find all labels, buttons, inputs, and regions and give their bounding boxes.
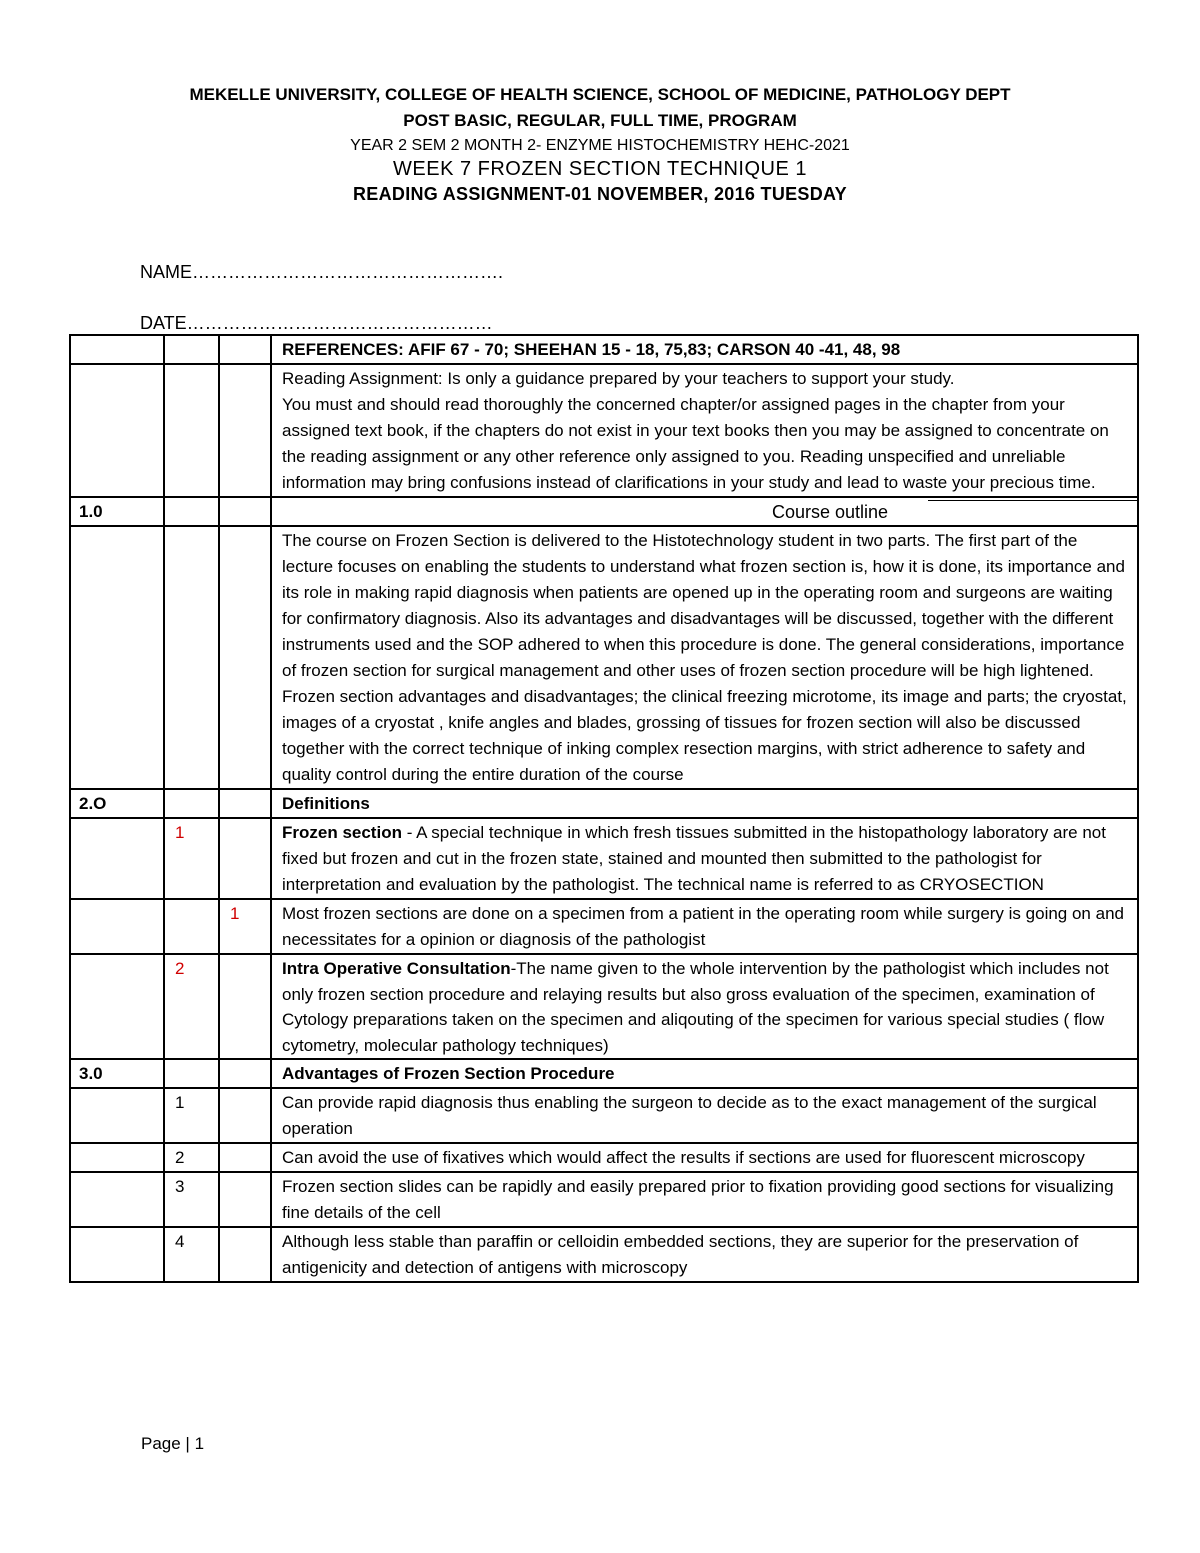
empty-cell [219, 1227, 271, 1282]
empty-cell [219, 526, 271, 789]
course-description-text: The course on Frozen Section is delivered to the Histotechnology student in two parts. The first part of the lecture focuses on enabling the students to understand what frozen section is, how it is done, its importance and its role in making rapid diagnosis when patients are opened up in the operating room and surgeons are waiting for confirmatory diagnosis. Also its advantages and disadvantages will be discussed, together with the different instruments used and the SOP adhered to when this procedure is done. The general considerations, importance of frozen section for surgical management and other uses of frozen section procedure will be high lightened. Frozen section advantages and disadvantages; the clinical freezing microtome, its image and parts; the cryostat, images of a cryostat , knife angles and blades, grossing of tissues for frozen section will also be discussed together with the correct technique of inking complex resection margins, with strict adherence to safety and quality control during the entire duration of the course [271, 526, 1138, 789]
definition-term: Frozen section [282, 823, 402, 842]
empty-cell [219, 789, 271, 818]
empty-cell [70, 954, 164, 1059]
empty-cell [164, 899, 219, 954]
table-row-advantage [70, 1088, 1138, 1143]
empty-cell [219, 1143, 271, 1172]
table-row-advantage [70, 1227, 1138, 1282]
references-text: REFERENCES: AFIF 67 - 70; SHEEHAN 15 - 18, 75,83; CARSON 40 -41, 48, 98 [271, 335, 1138, 364]
item-number: 1 [164, 1088, 219, 1143]
page-number: Page | 1 [141, 1434, 205, 1453]
section-heading-cell [271, 497, 1138, 526]
empty-cell [219, 335, 271, 364]
reading-note-text: Reading Assignment: Is only a guidance prepared by your teachers to support your study. You must and should read thoroughly the concerned chapter/or assigned pages in the chapter from your assigned text book, if the chapters do not exist in your text books then you may be assigned to concentrate on the reading assignment or any other reference only assigned to you. Reading unspecified and unreliable information may bring confusions instead of clarifications in your study and lead to waste your precious time. [271, 364, 1138, 497]
item-number: 4 [164, 1227, 219, 1282]
table-row-course-description [70, 526, 1138, 789]
advantage-text: Can provide rapid diagnosis thus enabling the surgeon to decide as to the exact management of the surgical operation [271, 1088, 1138, 1143]
header-course: YEAR 2 SEM 2 MONTH 2- ENZYME HISTOCHEMISTRY HEHC-2021 [350, 137, 850, 154]
empty-cell [219, 364, 271, 497]
empty-cell [219, 1059, 271, 1088]
empty-cell [219, 497, 271, 526]
empty-cell [164, 364, 219, 497]
table-row-advantage [70, 1143, 1138, 1172]
section-number: 2.O [70, 789, 164, 818]
section-heading: Definitions [271, 789, 1138, 818]
item-number: 1 [219, 899, 271, 954]
item-number: 2 [164, 1143, 219, 1172]
empty-cell [164, 335, 219, 364]
empty-cell [70, 526, 164, 789]
table-row-section-1 [70, 497, 1138, 526]
empty-cell [164, 526, 219, 789]
section-number: 3.0 [70, 1059, 164, 1088]
empty-cell [164, 789, 219, 818]
empty-cell [219, 1088, 271, 1143]
definition-body: - A special technique in which fresh tissues submitted in the histopathology laboratory are not fixed but frozen and cut in the frozen state, stained and mounted then submitted to the pathologist for interpretation and evaluation by the pathologist. The technical name is referred to as CRYOSECTION [282, 823, 1106, 894]
table-row-reading-note [70, 364, 1138, 497]
empty-cell [219, 1172, 271, 1227]
empty-cell [70, 1172, 164, 1227]
definition-term: Intra Operative Consultation [282, 959, 511, 978]
section-number: 1.0 [70, 497, 164, 526]
empty-cell [70, 1088, 164, 1143]
underline-rule [928, 500, 1137, 501]
section-heading: Course outline [772, 502, 889, 522]
empty-cell [219, 818, 271, 899]
header-program: POST BASIC, REGULAR, FULL TIME, PROGRAM [403, 111, 797, 130]
definition-text [271, 954, 1138, 1059]
table-row-definition [70, 954, 1138, 1059]
empty-cell [70, 1143, 164, 1172]
item-number: 3 [164, 1172, 219, 1227]
header-institution: MEKELLE UNIVERSITY, COLLEGE OF HEALTH SCIENCE, SCHOOL OF MEDICINE, PATHOLOGY DEPT [189, 85, 1011, 104]
empty-cell [70, 1227, 164, 1282]
table-row-section-3 [70, 1059, 1138, 1088]
table-row-definition [70, 818, 1138, 899]
empty-cell [70, 335, 164, 364]
empty-cell [219, 954, 271, 1059]
table-row-advantage [70, 1172, 1138, 1227]
advantage-text: Can avoid the use of fixatives which would affect the results if sections are used for fluorescent microscopy [271, 1143, 1138, 1172]
empty-cell [70, 818, 164, 899]
advantage-text: Although less stable than paraffin or celloidin embedded sections, they are superior for the preservation of antigenicity and detection of antigens with microscopy [271, 1227, 1138, 1282]
page-title: WEEK 7 FROZEN SECTION TECHNIQUE 1 [393, 158, 807, 180]
empty-cell [70, 899, 164, 954]
page-subtitle: READING ASSIGNMENT-01 NOVEMBER, 2016 TUESDAY [353, 184, 847, 204]
definition-body: -The name given to the whole intervention by the pathologist which includes not only frozen section procedure and relaying results but also gross evaluation of the specimen, examination of Cytology preparations taken on the specimen and aliqouting of the specimen for various special studies ( flow cytometry, molecular pathology techniques) [282, 959, 1109, 1055]
table-row-sub-item [70, 899, 1138, 954]
sub-item-text: Most frozen sections are done on a specimen from a patient in the operating room while surgery is going on and necessitates for a opinion or diagnosis of the pathologist [271, 899, 1138, 954]
name-field: NAME……………………………………………. [140, 262, 504, 282]
empty-cell [70, 364, 164, 497]
item-number: 2 [164, 954, 219, 1059]
empty-cell [164, 497, 219, 526]
date-field: DATE…………………………………………… [140, 313, 493, 333]
table-row-references [70, 335, 1138, 364]
section-heading: Advantages of Frozen Section Procedure [271, 1059, 1138, 1088]
empty-cell [164, 1059, 219, 1088]
item-number: 1 [164, 818, 219, 899]
table-row-section-2 [70, 789, 1138, 818]
definition-text [271, 818, 1138, 899]
reading-assignment-table [69, 334, 1139, 1283]
advantage-text: Frozen section slides can be rapidly and easily prepared prior to fixation providing good sections for visualizing fine details of the cell [271, 1172, 1138, 1227]
